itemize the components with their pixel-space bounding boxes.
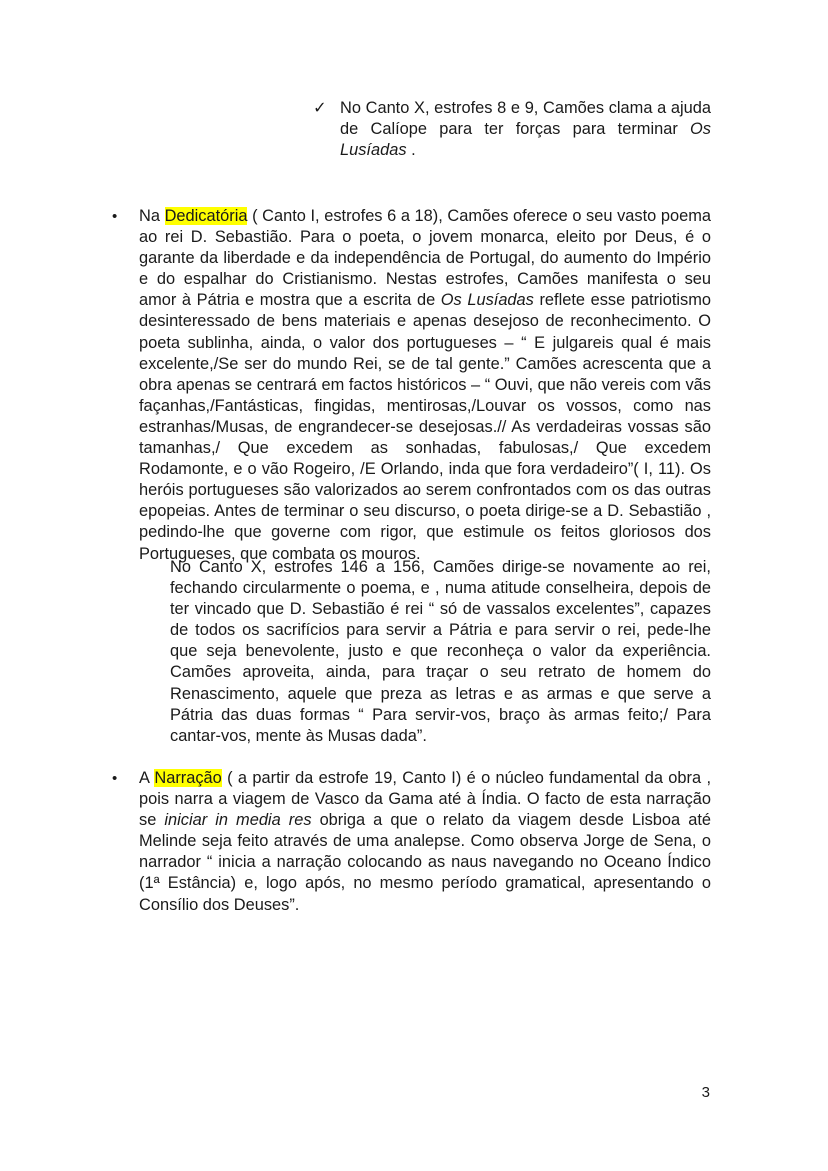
bullet-icon: • [112, 770, 118, 787]
dedicatoria-bullet-item [112, 206, 711, 565]
checklist-item-text [340, 98, 711, 161]
dedicatoria-highlight: Dedicatória [164, 207, 248, 225]
narracao-intro: A [139, 769, 155, 787]
narracao-italic-phrase: iniciar in media res [164, 811, 312, 830]
checklist-title-italic: Os Lusíadas [340, 120, 711, 160]
checkmark-icon: ✓ [313, 99, 327, 117]
narracao-paragraph [139, 768, 711, 916]
page-number: 3 [701, 1084, 710, 1101]
checklist-text-after: . [406, 141, 416, 160]
narracao-text-2: obriga a que o relato da viagem desde Lisboa até Melinde seja feito através de uma analepse. Como observa Jorge de Sena, o narrador “ inicia a narração colocando as naus navegando no Oceano Índico (1ª Estância) e, logo após, no mesmo período gramatical, apresentando o Consílio dos Deuses”. [139, 811, 711, 914]
dedicatoria-text-2: reflete esse patriotismo desinteressado de bens materiais e apenas desejoso de reconhecimento. O poeta sublinha, ainda, o valor dos portugueses – “ E julgareis qual é mais excelente,/Se ser do mundo Rei, se de tal gente.” Camões acrescenta que a obra apenas se centrará em factos históricos – “ Ouvi, que não vereis com vãs façanhas,/Fantásticas, fingidas, mentirosas,/Louvar os vossos, como nas estranhas/Musas, de engrandecer-se desejosas.// As verdadeiras vossas são tamanhas,/ Que excedem as sonhadas, fabulosas,/ Que excedem Rodamonte, e o vão Rogeiro, /E Orlando, inda que fora verdadeiro”( I, 11). Os heróis portugueses são valorizados ao serem confrontados com os das outras epopeias. Antes de terminar o seu discurso, o poeta dirige-se a D. Sebastião , pedindo-lhe que governe com rigor, que estimule os feitos gloriosos dos Portugueses, que combata os mouros. [139, 291, 711, 563]
checklist-item-canto-x [313, 98, 711, 161]
canto-x-paragraph: No Canto X, estrofes 146 a 156, Camões dirige-se novamente ao rei, fechando circularmente o poema, e , numa atitude conselheira, depois de ter vincado que D. Sebastião é rei “ só de vassalos excelentes”, capazes de todos os sacrifícios para servir a Pátria e para servir o rei, pede-lhe que seja benevolente, justo e que reconheça o valor da experiência. Camões aproveita, ainda, para traçar o seu retrato de homem do Renascimento, aquele que preza as letras e as armas e que serve a Pátria das duas formas “ Para servir-vos, braço às armas feito;/ Para cantar-vos, mente às Musas dada”. [170, 558, 711, 745]
bullet-icon: • [112, 208, 118, 225]
narracao-bullet-item [112, 768, 711, 916]
narracao-text-1: ( a partir da estrofe 19, Canto I) é o núcleo fundamental da obra , pois narra a viagem de Vasco da Gama até à Índia. O facto de esta narração se [139, 769, 711, 830]
dedicatoria-text-1: ( Canto I, estrofes 6 a 18), Camões oferece o seu vasto poema ao rei D. Sebastião. Para o poeta, o jovem monarca, eleito por Deus, é o garante da liberdade e da independência de Portugal, do aumento do Império e do espalhar do Cristianismo. Nestas estrofes, Camões manifesta o seu amor à Pátria e mostra que a escrita de [139, 207, 711, 310]
narracao-highlight: Narração [154, 769, 222, 787]
dedicatoria-paragraph [139, 206, 711, 565]
dedicatoria-title-italic: Os Lusíadas [440, 291, 534, 310]
dedicatoria-intro: Na [139, 207, 165, 225]
checklist-text-before: No Canto X, estrofes 8 e 9, Camões clama a ajuda de Calíope para ter forças para terminar [340, 99, 711, 139]
